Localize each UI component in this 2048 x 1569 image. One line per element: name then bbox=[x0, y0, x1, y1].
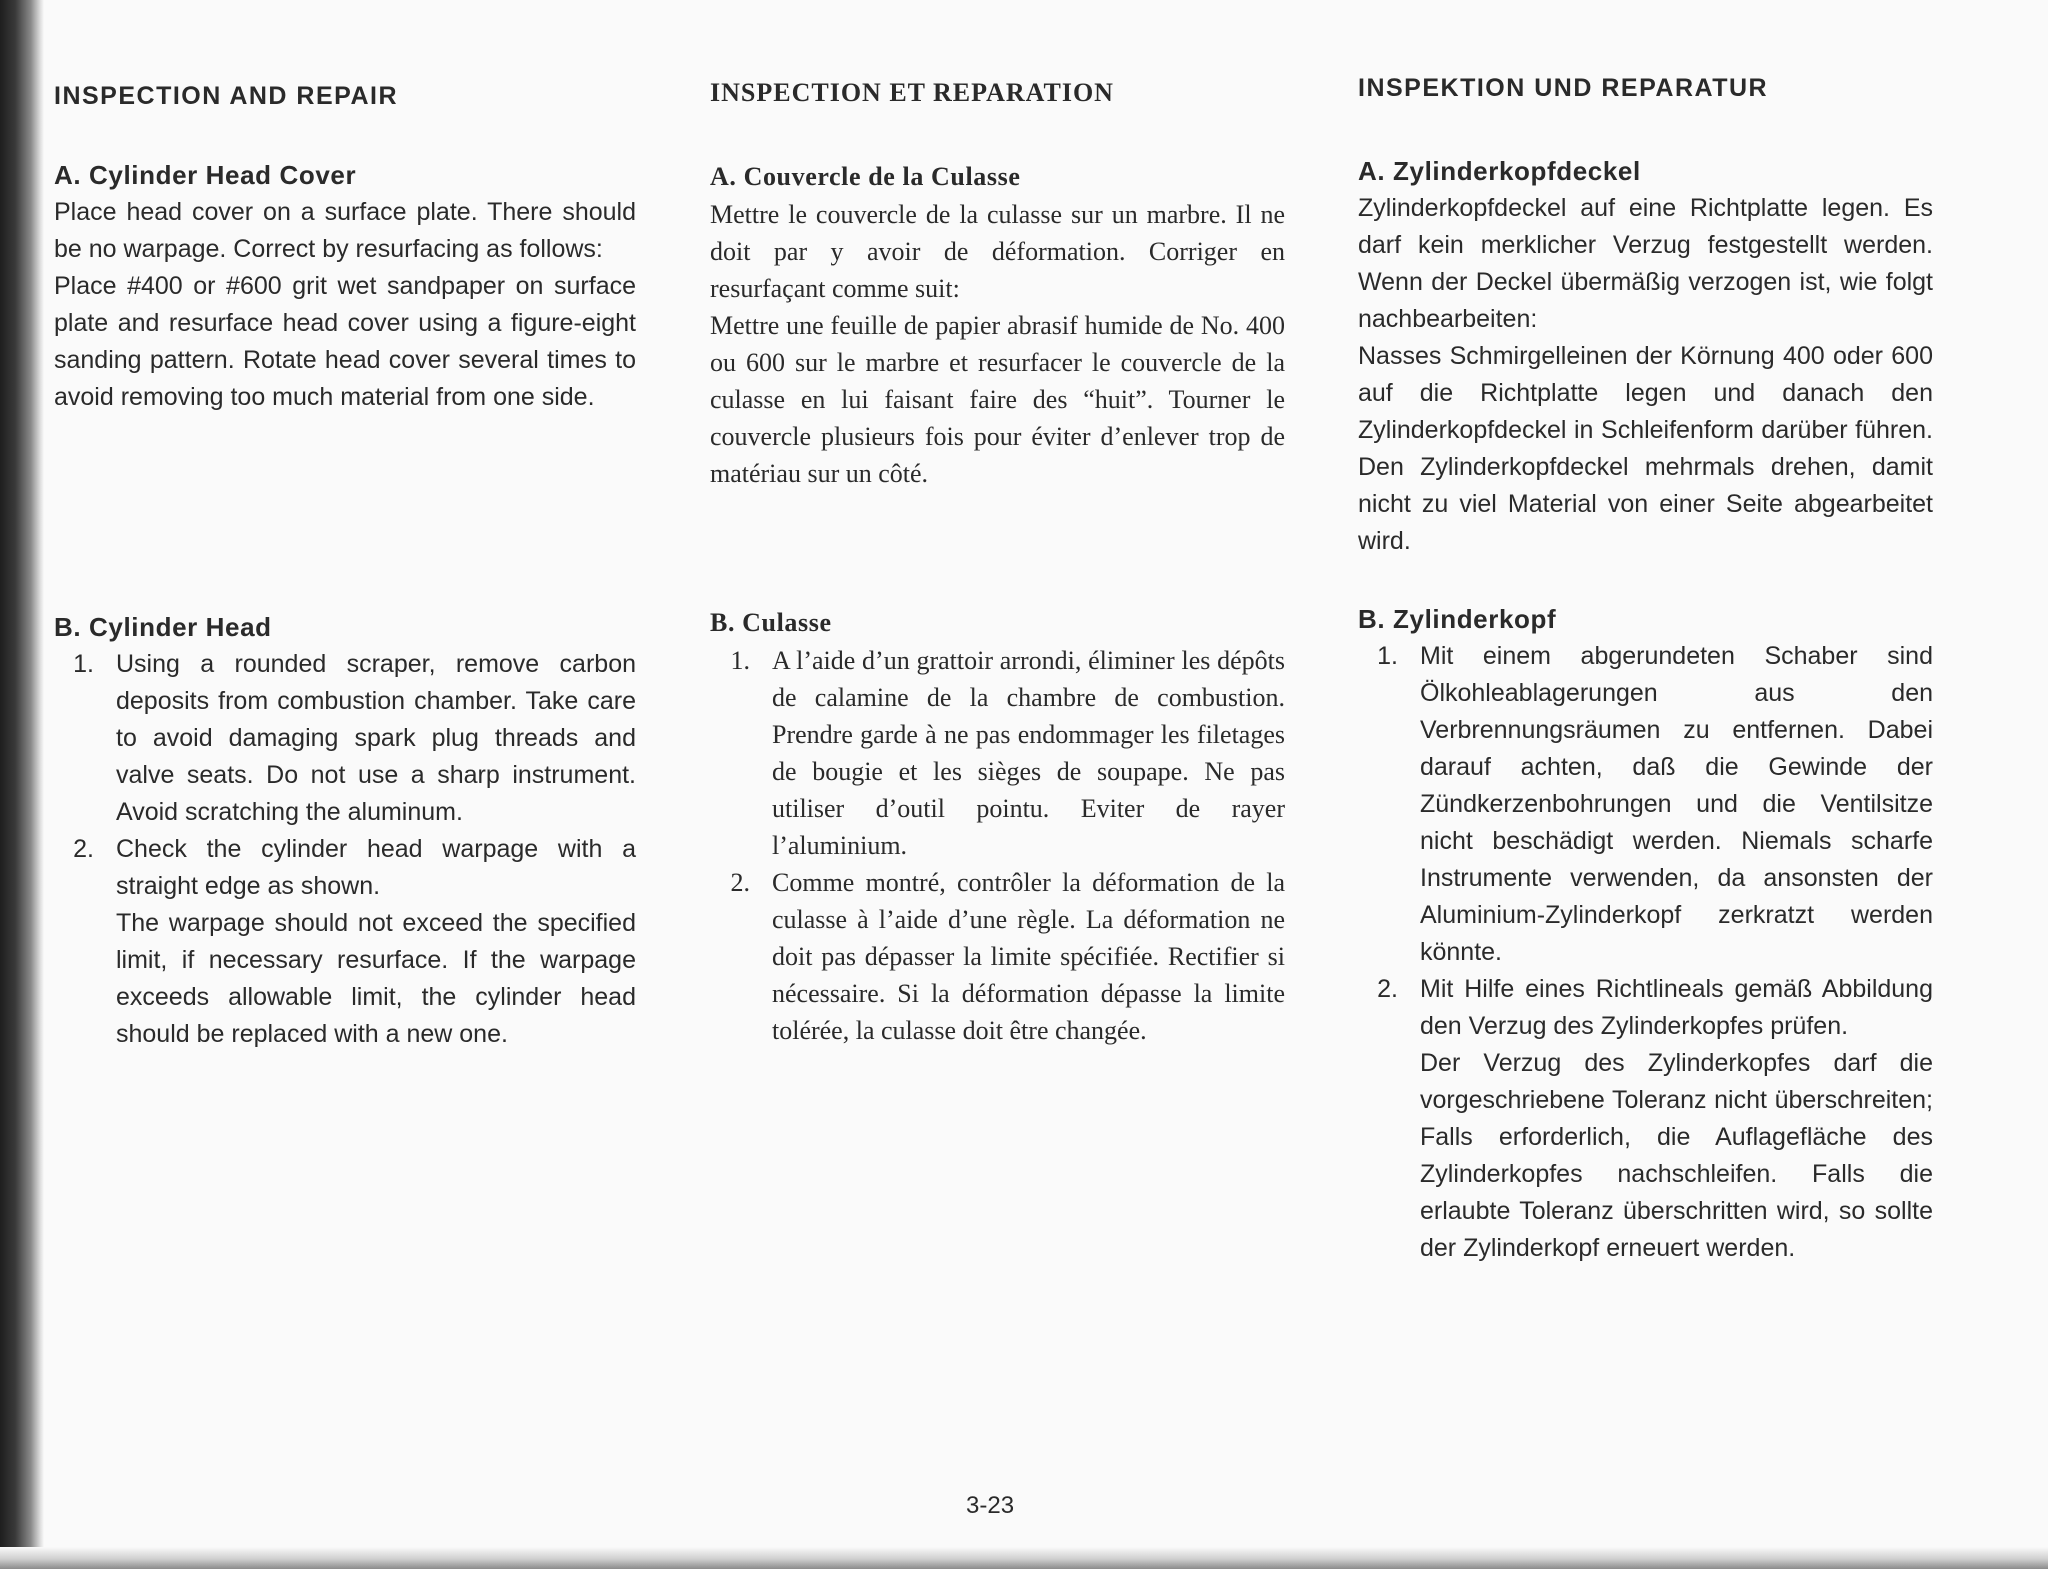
page-number: 3-23 bbox=[966, 1492, 1015, 1519]
german-item-text bbox=[1420, 638, 1933, 971]
french-list-item bbox=[710, 864, 1285, 1049]
english-item-paragraph: Check the cylinder head warpage with a straight edge as shown. bbox=[116, 835, 636, 900]
english-section-b-heading: B. Cylinder Head bbox=[54, 612, 272, 642]
english-item-paragraph: Using a rounded scraper, remove carbon deposits from combustion chamber. Take care to avoid damaging spark plug threads and valve seats. Do not use a sharp instrument. Avoid scratching the aluminum. bbox=[116, 650, 636, 826]
french-list-item bbox=[710, 642, 1285, 864]
french-item-paragraph: Comme montré, contrôler la déformation de la culasse à l’aide d’une règle. La déformation ne doit pas dépasser la limite spécifiée. Rectifier si nécessaire. Si la déformation dépasse la limite tolérée, la culasse doit être changée. bbox=[772, 868, 1285, 1045]
german-list-item bbox=[1358, 638, 1933, 971]
french-section-b bbox=[710, 608, 1285, 1049]
book-spine-shadow bbox=[0, 0, 44, 1569]
french-section-a-heading: A. Couvercle de la Culasse bbox=[710, 162, 1021, 191]
german-item-paragraph: Mit einem abgerundeten Schaber sind Ölkohleablagerungen aus den Verbrennungsräumen zu entfernen. Dabei darauf achten, daß die Gewinde der Zündkerzenbohrungen und die Ventilsitze nicht beschädigt werden. Niemals scharfe Instrumente verwenden, da ansonsten der Aluminium-Zylinderkopf zerkratzt werden könnte. bbox=[1420, 642, 1933, 966]
german-item-paragraph: Der Verzug des Zylinderkopfes darf die vorgeschriebene Toleranz nicht überschreiten; Falls erforderlich, die Auflagefläche des Zylinderkopfes nachschleifen. Falls die erlaubte Toleranz überschritten wird, so sollte der Zylinderkopf erneuert werden. bbox=[1420, 1049, 1933, 1262]
german-list-item bbox=[1358, 971, 1933, 1267]
german-section-a bbox=[1358, 156, 1933, 560]
german-item-paragraph: Mit Hilfe eines Richtlineals gemäß Abbildung den Verzug des Zylinderkopfes prüfen. bbox=[1420, 975, 1933, 1040]
english-list-item bbox=[54, 831, 636, 1053]
english-item-text bbox=[116, 831, 636, 1053]
french-title: INSPECTION ET REPARATION bbox=[710, 78, 1114, 107]
english-section-a-heading: A. Cylinder Head Cover bbox=[54, 160, 357, 190]
german-item-number: 1. bbox=[1377, 642, 1398, 670]
german-title: INSPEKTION UND REPARATUR bbox=[1358, 74, 1769, 102]
english-section-a-paragraph: Place #400 or #600 grit wet sandpaper on surface plate and resurface head cover using a figure-eight sanding pattern. Rotate head cover several times to avoid removing too much material from one side. bbox=[54, 272, 636, 411]
english-item-text bbox=[116, 646, 636, 831]
french-section-b-heading: B. Culasse bbox=[710, 608, 832, 637]
english-section-a bbox=[54, 160, 636, 416]
french-item-number: 1. bbox=[730, 646, 750, 675]
german-item-number: 2. bbox=[1377, 975, 1398, 1003]
german-section-b-heading: B. Zylinderkopf bbox=[1358, 604, 1557, 634]
french-section-a bbox=[710, 162, 1285, 492]
english-list-item bbox=[54, 646, 636, 831]
french-section-a-paragraph: Mettre une feuille de papier abrasif humide de No. 400 ou 600 sur le marbre et resurfacer le couvercle de la culasse en lui faisant faire des “huit”. Tourner le couvercle plusieurs fois pour éviter d’enlever trop de matériau sur un côté. bbox=[710, 311, 1285, 488]
english-section-b bbox=[54, 612, 636, 1053]
german-item-text bbox=[1420, 971, 1933, 1267]
french-item-text bbox=[772, 864, 1285, 1049]
german-section-a-paragraph: Nasses Schmirgelleinen der Körnung 400 oder 600 auf die Richtplatte legen und danach den Zylinderkopfdeckel in Schleifenform darüber führen. Den Zylinderkopfdeckel mehrmals drehen, damit nicht zu viel Material von einer Seite abgearbeitet wird. bbox=[1358, 342, 1933, 555]
french-item-text bbox=[772, 642, 1285, 864]
french-item-paragraph: A l’aide d’un grattoir arrondi, éliminer les dépôts de calamine de la chambre de combustion. Prendre garde à ne pas endommager les filetages de bougie et les sièges de soupape. Ne pas utiliser d’outil pointu. Eviter de rayer l’aluminium. bbox=[772, 646, 1285, 860]
german-section-a-heading: A. Zylinderkopfdeckel bbox=[1358, 156, 1641, 186]
english-title: INSPECTION AND REPAIR bbox=[54, 82, 399, 110]
english-item-paragraph: The warpage should not exceed the specified limit, if necessary resurface. If the warpage exceeds allowable limit, the cylinder head should be replaced with a new one. bbox=[116, 909, 636, 1048]
french-item-number: 2. bbox=[730, 868, 750, 897]
english-item-number: 1. bbox=[73, 650, 94, 678]
german-section-b bbox=[1358, 604, 1933, 1267]
page-bottom-edge bbox=[0, 1547, 2048, 1569]
english-item-number: 2. bbox=[73, 835, 94, 863]
german-section-a-paragraph: Zylinderkopfdeckel auf eine Richtplatte legen. Es darf kein merklicher Verzug festgestellt werden. Wenn der Deckel übermäßig verzogen ist, wie folgt nachbearbeiten: bbox=[1358, 194, 1933, 333]
english-section-a-paragraph: Place head cover on a surface plate. There should be no warpage. Correct by resurfacing as follows: bbox=[54, 198, 636, 263]
french-section-a-paragraph: Mettre le couvercle de la culasse sur un marbre. Il ne doit par y avoir de déformation. Corriger en resurfaçant comme suit: bbox=[710, 200, 1285, 303]
